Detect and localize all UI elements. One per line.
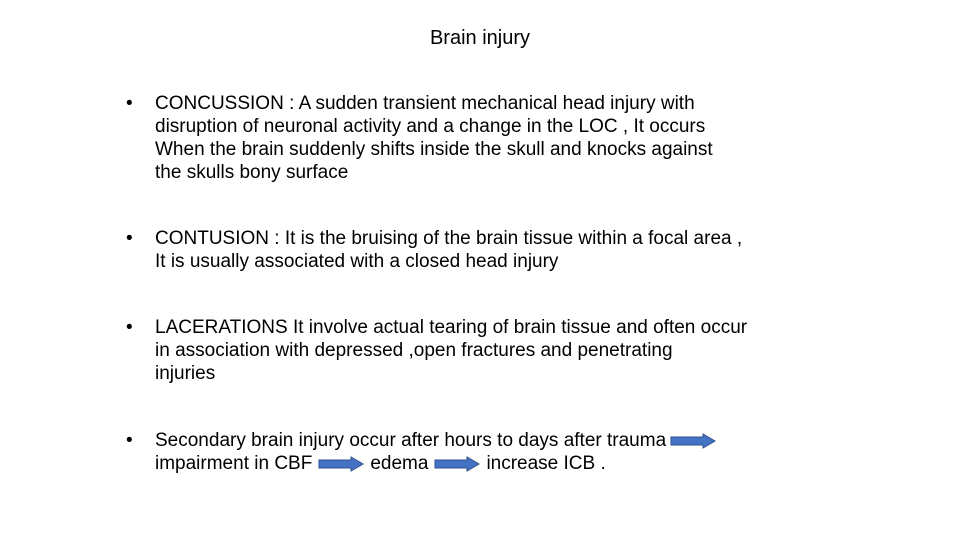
slide-title: Brain injury	[429, 27, 531, 49]
bullet-dot: •	[126, 317, 133, 338]
bullet-dot: •	[126, 93, 133, 114]
bullet-text	[155, 429, 846, 475]
bullet-secondary-injury	[126, 429, 846, 475]
secondary-line-1	[155, 429, 846, 452]
bullet-text: CONCUSSION : A sudden transient mechanical head injury with disruption of neuronal activity and a change in the LOC , It occurs When the brain suddenly shifts inside the skull and knocks against the skulls bony surface	[155, 93, 713, 183]
bullet-contusion	[126, 227, 846, 273]
bullet-lacerations	[126, 316, 846, 385]
right-arrow-icon	[434, 456, 480, 472]
right-arrow-icon	[318, 456, 364, 472]
bullet-text: LACERATIONS It involve actual tearing of brain tissue and often occur in association with depressed ,open fractures and penetrating injuries	[155, 317, 748, 384]
secondary-part-cbf: impairment in CBF	[155, 453, 313, 474]
bullet-text: CONTUSION : It is the bruising of the brain tissue within a focal area , It is usually associated with a closed head injury	[155, 228, 743, 272]
secondary-line-1-text: Secondary brain injury occur after hours to days after trauma	[155, 430, 667, 451]
secondary-line-2	[155, 452, 846, 475]
bullet-dot: •	[126, 228, 133, 249]
secondary-part-icb: increase ICB .	[486, 453, 606, 474]
secondary-part-edema: edema	[370, 453, 429, 474]
bullet-dot: •	[126, 430, 133, 451]
right-arrow-icon	[670, 433, 716, 449]
bullet-concussion	[126, 92, 846, 184]
